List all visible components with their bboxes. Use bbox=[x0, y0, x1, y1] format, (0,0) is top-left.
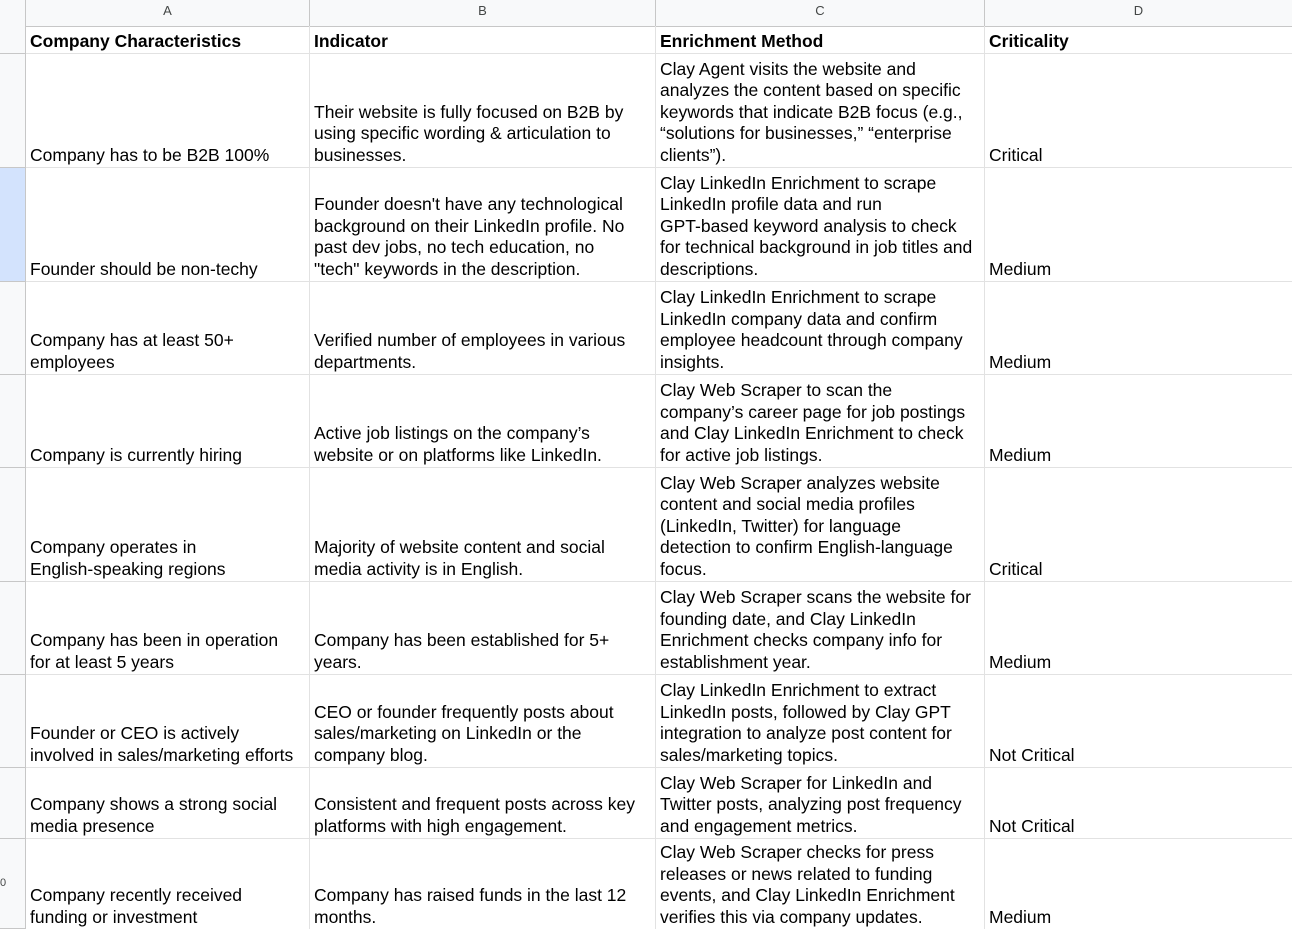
indicator-cell[interactable]: Majority of website content and social media activity is in English. bbox=[310, 468, 656, 581]
column-header-c[interactable]: C bbox=[656, 0, 985, 26]
column-header-b[interactable]: B bbox=[310, 0, 656, 26]
row-header[interactable] bbox=[0, 675, 26, 768]
criticality-cell[interactable]: Medium bbox=[989, 651, 1052, 672]
criticality-cell[interactable]: Not Critical bbox=[989, 744, 1075, 765]
criticality-cell[interactable]: Medium bbox=[989, 906, 1052, 927]
table-row bbox=[26, 582, 1292, 675]
table-row bbox=[26, 468, 1292, 582]
criticality-cell[interactable]: Medium bbox=[989, 444, 1052, 465]
select-all-corner[interactable] bbox=[0, 0, 26, 26]
method-cell[interactable]: Clay Agent visits the website and analyzes the content based on specific keywords that indicate B2B focus (e.g., “solutions for businesses,” “enterprise clients”). bbox=[656, 54, 985, 167]
table-row bbox=[26, 839, 1292, 929]
header-cell-method[interactable]: Enrichment Method bbox=[656, 26, 985, 53]
characteristic-cell[interactable]: Company shows a strong social media presence bbox=[26, 768, 310, 838]
criticality-cell[interactable]: Critical bbox=[989, 144, 1043, 165]
row-header[interactable] bbox=[0, 839, 26, 929]
row-header[interactable] bbox=[0, 282, 26, 375]
criticality-cell[interactable]: Medium bbox=[989, 258, 1052, 279]
column-header-bar bbox=[0, 0, 1292, 27]
criticality-cell[interactable]: Not Critical bbox=[989, 815, 1075, 836]
method-cell[interactable]: Clay LinkedIn Enrichment to scrape LinkedIn profile data and run GPT-based keyword analysis to check for technical background in job titles and descriptions. bbox=[656, 168, 985, 281]
header-cell-criticality[interactable]: Criticality bbox=[989, 30, 1069, 51]
method-cell[interactable]: Clay Web Scraper scans the website for founding date, and Clay LinkedIn Enrichment checks company info for establishment year. bbox=[656, 582, 985, 674]
table-row bbox=[26, 675, 1292, 768]
indicator-cell[interactable]: Founder doesn't have any technological background on their LinkedIn profile. No past dev jobs, no tech education, no "tech" keywords in the description. bbox=[310, 168, 656, 281]
row-number: 0 bbox=[0, 877, 7, 889]
indicator-cell[interactable]: Consistent and frequent posts across key platforms with high engagement. bbox=[310, 768, 656, 838]
method-cell[interactable]: Clay LinkedIn Enrichment to scrape LinkedIn company data and confirm employee headcount through company insights. bbox=[656, 282, 985, 374]
table-row bbox=[26, 768, 1292, 839]
characteristic-cell[interactable]: Company has been in operation for at least 5 years bbox=[26, 582, 310, 674]
method-cell[interactable]: Clay Web Scraper analyzes website content and social media profiles (LinkedIn, Twitter) for language detection to confirm English-language focus. bbox=[656, 468, 985, 581]
row-header[interactable] bbox=[0, 54, 26, 168]
characteristic-cell[interactable]: Company recently received funding or investment bbox=[26, 839, 310, 929]
indicator-cell[interactable]: Verified number of employees in various departments. bbox=[310, 282, 656, 374]
row-header-selected[interactable] bbox=[0, 168, 26, 282]
indicator-cell[interactable]: Their website is fully focused on B2B by using specific wording & articulation to businesses. bbox=[310, 54, 656, 167]
header-cell-characteristics[interactable]: Company Characteristics bbox=[26, 26, 310, 53]
criticality-cell[interactable]: Medium bbox=[989, 351, 1052, 372]
header-cell-indicator[interactable]: Indicator bbox=[310, 26, 656, 53]
characteristic-cell[interactable]: Company is currently hiring bbox=[26, 375, 310, 467]
table-row bbox=[26, 54, 1292, 168]
table-row bbox=[26, 168, 1292, 282]
method-cell[interactable]: Clay LinkedIn Enrichment to extract LinkedIn posts, followed by Clay GPT integration to analyze post content for sales/marketing topics. bbox=[656, 675, 985, 767]
method-cell[interactable]: Clay Web Scraper for LinkedIn and Twitter posts, analyzing post frequency and engagement metrics. bbox=[656, 768, 985, 838]
column-header-d[interactable]: D bbox=[1133, 3, 1144, 18]
table-row bbox=[26, 282, 1292, 375]
row-header[interactable] bbox=[0, 582, 26, 675]
indicator-cell[interactable]: Company has raised funds in the last 12 months. bbox=[310, 839, 656, 929]
characteristic-cell[interactable]: Company has at least 50+ employees bbox=[26, 282, 310, 374]
characteristic-cell[interactable]: Company has to be B2B 100% bbox=[26, 54, 310, 167]
header-row bbox=[26, 26, 1292, 54]
characteristic-cell[interactable]: Founder should be non-techy bbox=[26, 168, 310, 281]
method-cell[interactable]: Clay Web Scraper checks for press releases or news related to funding events, and Clay LinkedIn Enrichment verifies this via company updates. bbox=[656, 839, 985, 929]
criticality-cell[interactable]: Critical bbox=[989, 558, 1043, 579]
row-header[interactable] bbox=[0, 26, 26, 54]
method-cell[interactable]: Clay Web Scraper to scan the company’s career page for job postings and Clay LinkedIn Enrichment to check for active job listings. bbox=[656, 375, 985, 467]
row-header[interactable] bbox=[0, 768, 26, 839]
column-header-a[interactable]: A bbox=[26, 0, 310, 26]
characteristic-cell[interactable]: Founder or CEO is actively involved in sales/marketing efforts bbox=[26, 675, 310, 767]
row-header[interactable] bbox=[0, 468, 26, 582]
characteristic-cell[interactable]: Company operates in English-speaking regions bbox=[26, 468, 310, 581]
indicator-cell[interactable]: Active job listings on the company’s website or on platforms like LinkedIn. bbox=[310, 375, 656, 467]
indicator-cell[interactable]: CEO or founder frequently posts about sales/marketing on LinkedIn or the company blog. bbox=[310, 675, 656, 767]
indicator-cell[interactable]: Company has been established for 5+ years. bbox=[310, 582, 656, 674]
table-row bbox=[26, 375, 1292, 468]
row-header[interactable] bbox=[0, 375, 26, 468]
